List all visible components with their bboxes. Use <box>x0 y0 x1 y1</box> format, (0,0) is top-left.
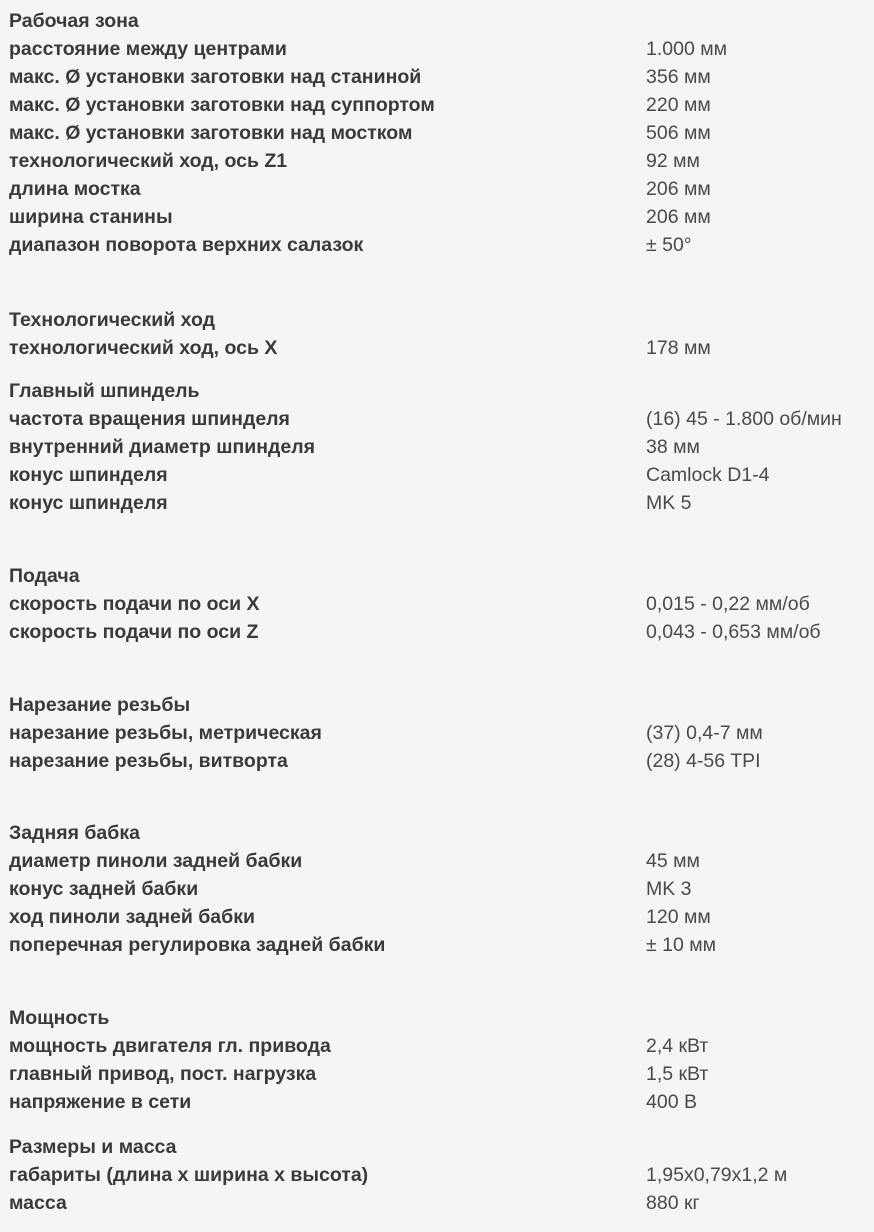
spec-value: 178 мм <box>646 337 711 359</box>
spec-row <box>9 1189 869 1217</box>
spec-label: масса <box>9 1192 67 1214</box>
section-title: Мощность <box>9 1007 110 1029</box>
spec-label: технологический ход, ось X <box>9 337 278 359</box>
section-main-spindle <box>9 377 869 517</box>
spec-value: ± 50° <box>646 234 692 256</box>
section-threading <box>9 691 869 775</box>
spec-value: 38 мм <box>646 436 700 458</box>
spec-value: (37) 0,4-7 мм <box>646 722 763 744</box>
spec-value: 1,95x0,79x1,2 м <box>646 1164 788 1186</box>
spec-row <box>9 63 869 91</box>
spec-value: 880 кг <box>646 1192 700 1214</box>
spec-label: напряжение в сети <box>9 1091 192 1113</box>
spec-label: внутренний диаметр шпинделя <box>9 436 315 458</box>
spec-label: длина мостка <box>9 178 141 200</box>
spec-value: 92 мм <box>646 150 700 172</box>
spec-label: нарезание резьбы, витворта <box>9 750 288 772</box>
spec-row <box>9 590 869 618</box>
spec-row <box>9 231 869 259</box>
spec-row <box>9 91 869 119</box>
spec-row <box>9 1032 869 1060</box>
spec-value: 206 мм <box>646 206 711 228</box>
spec-row <box>9 203 869 231</box>
spec-row <box>9 433 869 461</box>
spec-value: Camlock D1-4 <box>646 464 770 486</box>
spec-row <box>9 1161 869 1189</box>
spec-row <box>9 747 869 775</box>
spec-label: макс. Ø установки заготовки над станиной <box>9 66 422 88</box>
section-title: Рабочая зона <box>9 10 139 32</box>
spec-value: 1,5 кВт <box>646 1063 709 1085</box>
spec-row <box>9 618 869 646</box>
spec-label: главный привод, пост. нагрузка <box>9 1063 317 1085</box>
spec-value: ± 10 мм <box>646 934 717 956</box>
spec-value: 356 мм <box>646 66 711 88</box>
spec-label: ход пиноли задней бабки <box>9 906 255 928</box>
spec-row <box>9 334 869 362</box>
spec-row <box>9 1088 869 1116</box>
spec-row <box>9 1060 869 1088</box>
spec-value: 45 мм <box>646 850 700 872</box>
spec-label: ширина станины <box>9 206 173 228</box>
spec-value: 506 мм <box>646 122 711 144</box>
spec-label: мощность двигателя гл. привода <box>9 1035 331 1057</box>
spec-value: 2,4 кВт <box>646 1035 709 1057</box>
spec-row <box>9 405 869 433</box>
spec-value: MK 3 <box>646 878 692 900</box>
spec-row <box>9 719 869 747</box>
spec-label: скорость подачи по оси X <box>9 593 260 615</box>
spec-label: конус шпинделя <box>9 492 168 514</box>
section-title: Задняя бабка <box>9 822 140 844</box>
spec-label: нарезание резьбы, метрическая <box>9 722 322 744</box>
spec-row <box>9 175 869 203</box>
spec-row <box>9 147 869 175</box>
spec-value: 0,043 - 0,653 мм/об <box>646 621 821 643</box>
spec-label: поперечная регулировка задней бабки <box>9 934 386 956</box>
spec-row <box>9 35 869 63</box>
spec-label: габариты (длина x ширина x высота) <box>9 1164 369 1186</box>
spec-label: конус шпинделя <box>9 464 168 486</box>
section-title: Главный шпиндель <box>9 380 200 402</box>
spec-row <box>9 461 869 489</box>
spec-value: 206 мм <box>646 178 711 200</box>
spec-value: 0,015 - 0,22 мм/об <box>646 593 810 615</box>
spec-label: диапазон поворота верхних салазок <box>9 234 364 256</box>
section-title: Нарезание резьбы <box>9 694 191 716</box>
spec-value: MK 5 <box>646 492 692 514</box>
section-power <box>9 1004 869 1116</box>
spec-value: 120 мм <box>646 906 711 928</box>
section-title: Подача <box>9 565 80 587</box>
section-feed <box>9 562 869 646</box>
spec-row <box>9 903 869 931</box>
spec-value: 1.000 мм <box>646 38 728 60</box>
spec-label: диаметр пиноли задней бабки <box>9 850 303 872</box>
spec-label: макс. Ø установки заготовки над мостком <box>9 122 413 144</box>
spec-label: частота вращения шпинделя <box>9 408 290 430</box>
spec-row <box>9 875 869 903</box>
spec-value: 400 В <box>646 1091 697 1113</box>
section-tailstock <box>9 819 869 959</box>
section-title: Технологический ход <box>9 309 216 331</box>
spec-value: (28) 4-56 TPI <box>646 750 761 772</box>
section-dimensions-weight <box>9 1133 869 1217</box>
spec-row <box>9 489 869 517</box>
section-working-zone <box>9 7 869 259</box>
spec-row <box>9 847 869 875</box>
spec-value: (16) 45 - 1.800 об/мин <box>646 408 842 430</box>
spec-value: 220 мм <box>646 94 711 116</box>
section-title: Размеры и масса <box>9 1136 177 1158</box>
spec-label: конус задней бабки <box>9 878 199 900</box>
section-travel <box>9 306 869 362</box>
spec-label: расстояние между центрами <box>9 38 287 60</box>
spec-label: макс. Ø установки заготовки над суппортом <box>9 94 435 116</box>
spec-label: технологический ход, ось Z1 <box>9 150 288 172</box>
spec-label: скорость подачи по оси Z <box>9 621 259 643</box>
spec-row <box>9 119 869 147</box>
spec-row <box>9 931 869 959</box>
